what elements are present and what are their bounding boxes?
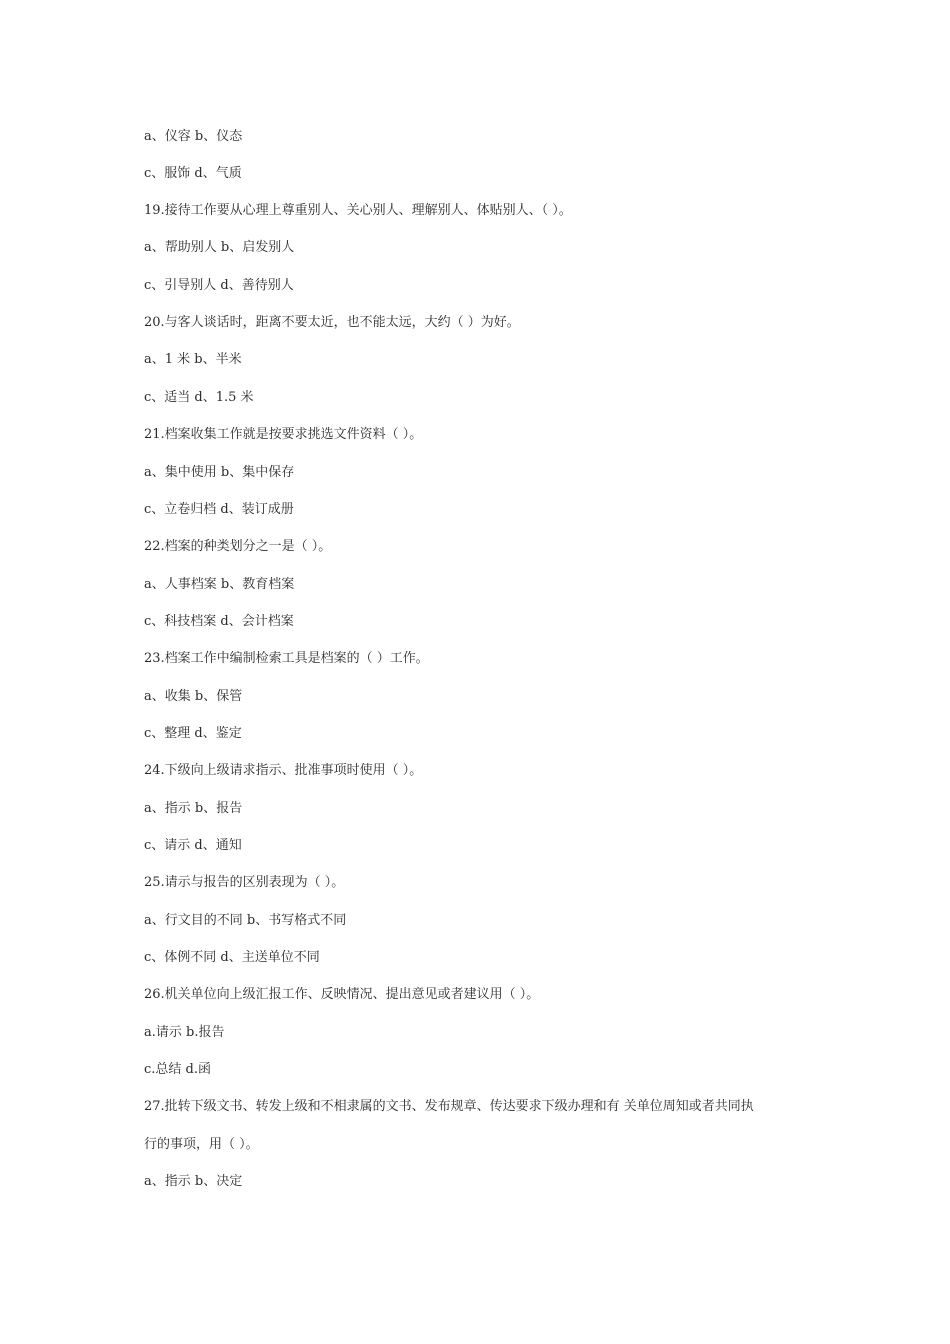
question-21: 21.档案收集工作就是按要求挑选文件资料（ ）。: [144, 427, 423, 442]
option-line: a、指示 b、报告: [144, 801, 243, 816]
option-line: c、服饰 d、气质: [144, 166, 242, 181]
option-line: c、适当 d、1.5 米: [144, 390, 254, 405]
question-27-continued: 行的事项，用（ ）。: [144, 1137, 259, 1152]
option-line: c、引导别人 d、善待别人: [144, 278, 294, 293]
question-24: 24.下级向上级请求指示、批准事项时使用（ ）。: [144, 763, 423, 778]
option-line: c.总结 d.函: [144, 1062, 211, 1077]
option-line: a、1 米 b、半米: [144, 352, 242, 367]
option-line: a、指示 b、决定: [144, 1174, 243, 1189]
option-line: a、收集 b、保管: [144, 689, 243, 704]
question-20: 20.与客人谈话时，距离不要太近，也不能太远，大约（ ）为好。: [144, 315, 520, 330]
question-19: 19.接待工作要从心理上尊重别人、关心别人、理解别人、体贴别人、（ ）。: [144, 203, 572, 218]
option-line: a、帮助别人 b、启发别人: [144, 240, 295, 255]
option-line: c、请示 d、通知: [144, 838, 242, 853]
option-line: c、科技档案 d、会计档案: [144, 614, 294, 629]
option-line: a、集中使用 b、集中保存: [144, 465, 295, 480]
question-22: 22.档案的种类划分之一是（ ）。: [144, 539, 332, 554]
question-26: 26.机关单位向上级汇报工作、反映情况、提出意见或者建议用（ ）。: [144, 987, 540, 1002]
option-line: c、体例不同 d、主送单位不同: [144, 950, 320, 965]
question-23: 23.档案工作中编制检索工具是档案的（ ）工作。: [144, 651, 429, 666]
option-line: c、立卷归档 d、装订成册: [144, 502, 294, 517]
option-line: c、整理 d、鉴定: [144, 726, 242, 741]
option-line: a.请示 b.报告: [144, 1025, 225, 1040]
option-line: a、人事档案 b、教育档案: [144, 577, 295, 592]
question-25: 25.请示与报告的区别表现为（ ）。: [144, 875, 345, 890]
question-27: 27.批转下级文书、转发上级和不相隶属的文书、发布规章、传达要求下级办理和有 关单位周知或者共同执: [144, 1099, 754, 1114]
option-line: a、行文目的不同 b、书写格式不同: [144, 913, 347, 928]
option-line: a、仪容 b、仪态: [144, 129, 243, 144]
